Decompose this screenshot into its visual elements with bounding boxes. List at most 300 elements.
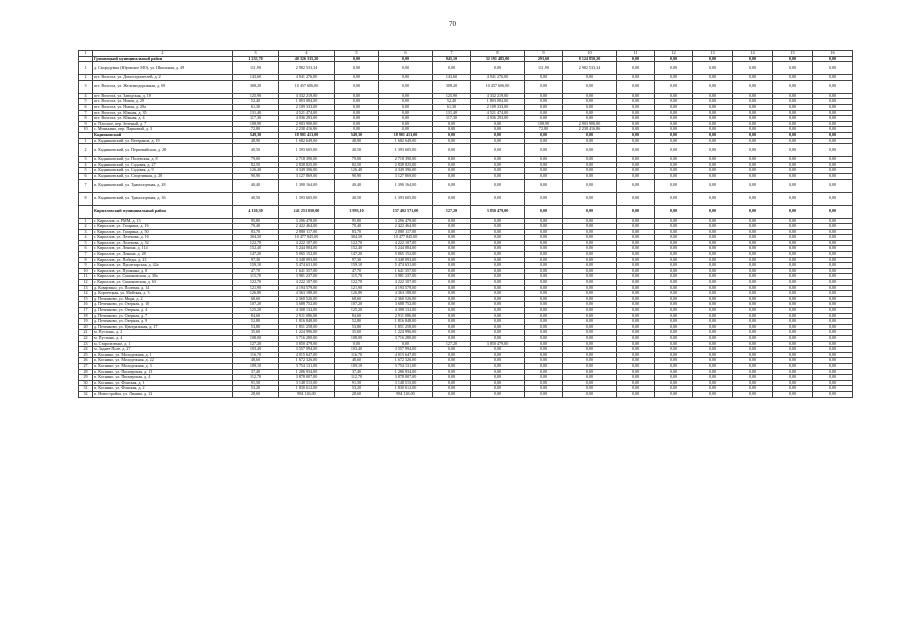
value-cell: 0,00 <box>433 280 471 286</box>
value-cell: 0,00 <box>563 319 617 325</box>
value-cell: 70,40 <box>335 224 379 230</box>
value-cell: 0,00 <box>433 369 471 375</box>
value-cell: 0,00 <box>693 341 733 347</box>
value-cell: 0,00 <box>525 80 563 93</box>
value-cell: 4 332 219,00 <box>471 93 525 99</box>
value-cell: 0,00 <box>433 268 471 274</box>
value-cell: 0,00 <box>655 375 693 381</box>
value-cell: 0,00 <box>813 324 853 330</box>
value-cell: 40,40 <box>233 179 279 192</box>
value-cell: 0,00 <box>655 192 693 205</box>
value-cell: 0,00 <box>655 235 693 241</box>
row-number: 3 <box>79 157 93 163</box>
value-cell: 53,20 <box>233 386 279 392</box>
value-cell: 0,00 <box>563 252 617 258</box>
value-cell: 0,00 <box>525 330 563 336</box>
value-cell: 159,10 <box>233 263 279 269</box>
value-cell: 40,50 <box>233 144 279 157</box>
address: г. Кириллов, ул. Симоновская, д. 63 <box>93 280 233 286</box>
value-cell: 0,00 <box>733 157 773 163</box>
value-cell: 0,00 <box>433 162 471 168</box>
value-cell: 0,00 <box>525 235 563 241</box>
table-row <box>79 192 853 205</box>
value-cell: 0,00 <box>693 375 733 381</box>
value-cell: 0,00 <box>563 302 617 308</box>
value-cell: 0,00 <box>733 162 773 168</box>
value-cell: 0,00 <box>773 205 813 218</box>
value-cell: 0,00 <box>733 324 773 330</box>
value-cell: 0,00 <box>471 330 525 336</box>
value-cell: 0,00 <box>563 224 617 230</box>
value-cell: 0,00 <box>335 80 379 93</box>
value-cell: 3 148 515,00 <box>379 380 433 386</box>
value-cell: 0,00 <box>525 268 563 274</box>
value-cell: 2 982 533,34 <box>279 62 335 75</box>
value-cell: 0,00 <box>525 116 563 122</box>
row-number: 2 <box>79 144 93 157</box>
value-cell: 0,00 <box>563 280 617 286</box>
value-cell: 0,00 <box>655 252 693 258</box>
value-cell: 0,00 <box>617 168 655 174</box>
value-cell: 0,00 <box>525 246 563 252</box>
value-cell: 0,00 <box>563 296 617 302</box>
value-cell: 0,00 <box>813 240 853 246</box>
value-cell: 0,00 <box>693 179 733 192</box>
value-cell: 0,00 <box>379 56 433 62</box>
value-cell: 0,00 <box>433 313 471 319</box>
housing-repair-table <box>78 50 853 398</box>
value-cell: 2 109 333,00 <box>471 104 525 110</box>
value-cell: 0,00 <box>433 391 471 397</box>
value-cell: 0,00 <box>655 352 693 358</box>
value-cell: 0,00 <box>655 116 693 122</box>
address: п. Коснино, ул. Молодежная, д. 22 <box>93 358 233 364</box>
value-cell: 0,00 <box>773 56 813 62</box>
value-cell: 2 838 825,00 <box>379 162 433 168</box>
value-cell: 0,00 <box>813 138 853 144</box>
value-cell: 4 308 132,00 <box>379 308 433 314</box>
value-cell: 0,00 <box>813 168 853 174</box>
value-cell: 0,00 <box>773 132 813 138</box>
value-cell: 107,20 <box>335 302 379 308</box>
value-cell: 0,00 <box>655 99 693 105</box>
address: пгт. Вохтога, ул. Южная, д. 35 <box>93 110 233 116</box>
value-cell: 117,30 <box>233 116 279 122</box>
value-cell: 0,00 <box>693 252 733 258</box>
value-cell: 0,00 <box>693 246 733 252</box>
value-cell: 0,00 <box>655 319 693 325</box>
value-cell: 0,00 <box>733 229 773 235</box>
value-cell: 0,00 <box>433 285 471 291</box>
value-cell: 0,00 <box>813 347 853 353</box>
value-cell: 3 148 515,00 <box>279 380 335 386</box>
value-cell: 0,00 <box>525 296 563 302</box>
value-cell: 0,00 <box>655 132 693 138</box>
value-cell: 0,00 <box>563 391 617 397</box>
value-cell: 0,00 <box>773 138 813 144</box>
value-cell: 0,00 <box>617 104 655 110</box>
value-cell: 0,00 <box>655 313 693 319</box>
value-cell: 0,00 <box>563 205 617 218</box>
column-number: 4 <box>279 51 335 57</box>
value-cell: 1 851 258,00 <box>279 324 335 330</box>
value-cell: 0,00 <box>693 257 733 263</box>
value-cell: 0,00 <box>433 319 471 325</box>
address: г. Кириллов, ул. Пушкина, д. 8 <box>93 268 233 274</box>
value-cell: 0,00 <box>617 138 655 144</box>
value-cell: 0,00 <box>733 144 773 157</box>
value-cell: 0,00 <box>813 386 853 392</box>
value-cell: 0,00 <box>471 144 525 157</box>
row-number: 14 <box>79 291 93 297</box>
row-number: 31 <box>79 386 93 392</box>
value-cell: 0,00 <box>773 252 813 258</box>
value-cell: 0,00 <box>813 252 853 258</box>
value-cell: 0,00 <box>655 257 693 263</box>
value-cell: 0,00 <box>525 173 563 179</box>
page-number: 70 <box>449 20 456 28</box>
value-cell: 0,00 <box>733 62 773 75</box>
value-cell: 0,00 <box>471 235 525 241</box>
value-cell: 40,40 <box>335 179 379 192</box>
address: г. Кириллов, ул. Победы, д. 23 <box>93 257 233 263</box>
value-cell: 107,20 <box>233 302 279 308</box>
value-cell: 0,00 <box>525 138 563 144</box>
value-cell: 4 941 276,00 <box>471 75 525 81</box>
value-cell: 0,00 <box>693 110 733 116</box>
value-cell: 0,00 <box>433 157 471 163</box>
value-cell: 0,00 <box>617 157 655 163</box>
value-cell: 0,00 <box>733 263 773 269</box>
value-cell: 0,00 <box>525 192 563 205</box>
value-cell: 0,00 <box>813 132 853 138</box>
address: пгт. Вохтога, ул. Новая, д. 29 <box>93 99 233 105</box>
value-cell: 0,00 <box>617 56 655 62</box>
value-cell: 0,00 <box>525 380 563 386</box>
value-cell: 0,00 <box>335 99 379 105</box>
value-cell: 0,00 <box>433 179 471 192</box>
value-cell: 48,90 <box>233 138 279 144</box>
value-cell: 0,00 <box>813 319 853 325</box>
value-cell: 0,00 <box>733 363 773 369</box>
value-cell: 0,00 <box>617 330 655 336</box>
value-cell: 0,00 <box>617 80 655 93</box>
row-number: 12 <box>79 280 93 286</box>
value-cell: 0,00 <box>617 240 655 246</box>
value-cell: 0,00 <box>563 138 617 144</box>
value-cell: 53,20 <box>335 386 379 392</box>
value-cell: 0,00 <box>617 127 655 133</box>
value-cell: 0,00 <box>813 157 853 163</box>
value-cell: 109,10 <box>233 363 279 369</box>
value-cell: 47,70 <box>335 268 379 274</box>
value-cell: 0,00 <box>813 99 853 105</box>
value-cell: 5 065 152,00 <box>279 252 335 258</box>
value-cell: 0,00 <box>379 75 433 81</box>
value-cell: 125,90 <box>233 93 279 99</box>
value-cell: 48,90 <box>335 138 379 144</box>
value-cell: 0,00 <box>563 110 617 116</box>
row-number: 22 <box>79 335 93 341</box>
value-cell: 115,70 <box>335 274 379 280</box>
value-cell: 1 286 934,00 <box>279 369 335 375</box>
value-cell: 121,90 <box>335 285 379 291</box>
value-cell: 0,00 <box>733 99 773 105</box>
value-cell: 0,00 <box>525 319 563 325</box>
value-cell: 0,00 <box>525 218 563 224</box>
row-number: 8 <box>79 192 93 205</box>
value-cell: 0,00 <box>617 229 655 235</box>
value-cell: 5 244 084,00 <box>379 246 433 252</box>
address: д. Печенково, ул. Озерная, д. 7 <box>93 313 233 319</box>
address: г. Кириллов, ул. Пролетарская, д. 42а <box>93 263 233 269</box>
value-cell: 4 308 132,00 <box>279 308 335 314</box>
value-cell: 0,00 <box>773 341 813 347</box>
value-cell: 0,00 <box>693 319 733 325</box>
value-cell: 0,00 <box>693 80 733 93</box>
value-cell: 0,00 <box>471 302 525 308</box>
value-cell: 152,40 <box>335 246 379 252</box>
value-cell: 117,30 <box>433 116 471 122</box>
value-cell: 0,00 <box>563 263 617 269</box>
value-cell: 0,00 <box>433 335 471 341</box>
value-cell: 0,00 <box>433 375 471 381</box>
value-cell: 0,00 <box>655 168 693 174</box>
value-cell: 2 903 900,00 <box>279 121 335 127</box>
value-cell: 0,00 <box>617 296 655 302</box>
value-cell: 1 393 605,00 <box>279 192 335 205</box>
address: п. Коснино, ул. Пионерская, д. 13 <box>93 369 233 375</box>
value-cell: 125,20 <box>233 308 279 314</box>
value-cell: 2 238 416,86 <box>563 127 617 133</box>
row-number: 8 <box>79 116 93 122</box>
value-cell: 0,00 <box>433 144 471 157</box>
value-cell: 82,50 <box>233 162 279 168</box>
value-cell: 0,00 <box>655 93 693 99</box>
value-cell: 0,00 <box>813 341 853 347</box>
value-cell: 4 036 293,00 <box>471 116 525 122</box>
value-cell: 0,00 <box>693 324 733 330</box>
value-cell: 0,00 <box>773 308 813 314</box>
value-cell: 0,00 <box>813 179 853 192</box>
row-number: 26 <box>79 358 93 364</box>
value-cell: 0,00 <box>563 168 617 174</box>
value-cell: 0,00 <box>563 285 617 291</box>
value-cell: 0,00 <box>693 296 733 302</box>
value-cell: 0,00 <box>813 205 853 218</box>
value-cell: 0,00 <box>525 168 563 174</box>
row-number: 1 <box>79 138 93 144</box>
value-cell: 131,40 <box>233 110 279 116</box>
value-cell: 0,00 <box>773 192 813 205</box>
row-number: 10 <box>79 127 93 133</box>
value-cell: 0,00 <box>733 380 773 386</box>
address: г. Кириллов, ул. Ленина, д. 28 <box>93 252 233 258</box>
value-cell: 0,00 <box>335 341 379 347</box>
value-cell: 1 851 258,00 <box>379 324 433 330</box>
address: п. Коснино, ул. Молодежная, д. 3 <box>93 363 233 369</box>
value-cell: 3 981 237,00 <box>379 274 433 280</box>
value-cell: 0,00 <box>617 369 655 375</box>
row-number: 6 <box>79 173 93 179</box>
value-cell: 0,00 <box>525 391 563 397</box>
value-cell: 0,00 <box>617 391 655 397</box>
value-cell: 0,00 <box>813 121 853 127</box>
value-cell: 0,00 <box>773 386 813 392</box>
address: п. Кадниковский, ул. Транспортная, д. 36 <box>93 192 233 205</box>
value-cell: 0,00 <box>655 229 693 235</box>
value-cell: 0,00 <box>693 280 733 286</box>
value-cell: 48,60 <box>335 358 379 364</box>
value-cell: 0,00 <box>525 291 563 297</box>
value-cell: 3 296 478,00 <box>379 218 433 224</box>
value-cell: 0,00 <box>655 263 693 269</box>
value-cell: 1 641 357,00 <box>379 268 433 274</box>
value-cell: 0,00 <box>563 308 617 314</box>
value-cell: 53,80 <box>335 324 379 330</box>
value-cell: 0,00 <box>693 313 733 319</box>
value-cell: 0,00 <box>433 330 471 336</box>
value-cell: 53,80 <box>233 324 279 330</box>
value-cell: 0,00 <box>655 162 693 168</box>
value-cell: 0,00 <box>733 280 773 286</box>
value-cell: 112,70 <box>233 375 279 381</box>
column-number: 5 <box>335 51 379 57</box>
value-cell: 0,00 <box>773 274 813 280</box>
value-cell: 0,00 <box>471 246 525 252</box>
value-cell: 0,00 <box>655 110 693 116</box>
value-cell: 0,00 <box>563 116 617 122</box>
value-cell: 0,00 <box>655 308 693 314</box>
value-cell: 4 036 293,00 <box>279 116 335 122</box>
address: д. Печенково, ул. Центральная, д. 17 <box>93 324 233 330</box>
row-number: 27 <box>79 363 93 369</box>
value-cell: 0,00 <box>617 268 655 274</box>
value-cell: 0,00 <box>693 369 733 375</box>
value-cell: 0,00 <box>471 252 525 258</box>
value-cell: 1 803 084,00 <box>279 99 335 105</box>
value-cell: 0,00 <box>813 268 853 274</box>
value-cell: 1 816 848,00 <box>279 319 335 325</box>
value-cell: 0,00 <box>773 347 813 353</box>
value-cell: 0,00 <box>773 391 813 397</box>
value-cell: 1 830 612,00 <box>379 386 433 392</box>
value-cell: 0,00 <box>379 80 433 93</box>
address: д. Печенково, ул. Озерная, д. 4 <box>93 308 233 314</box>
value-cell: 4 015 647,00 <box>379 352 433 358</box>
value-cell: 0,00 <box>813 75 853 81</box>
value-cell: 0,00 <box>773 352 813 358</box>
value-cell: 90,90 <box>233 173 279 179</box>
value-cell: 2 911 086,00 <box>279 313 335 319</box>
value-cell: 0,00 <box>471 352 525 358</box>
value-cell: 0,00 <box>693 192 733 205</box>
row-number: 23 <box>79 341 93 347</box>
value-cell: 0,00 <box>693 168 733 174</box>
value-cell: 0,00 <box>471 179 525 192</box>
value-cell: 0,00 <box>525 274 563 280</box>
value-cell: 40 326 335,20 <box>279 56 335 62</box>
address: п. Коснино, ул. Фонская, д. 1 <box>93 380 233 386</box>
value-cell: 0,00 <box>693 263 733 269</box>
value-cell: 0,00 <box>773 104 813 110</box>
value-cell: 0,00 <box>773 296 813 302</box>
value-cell: 0,00 <box>335 110 379 116</box>
value-cell: 3 754 131,00 <box>379 363 433 369</box>
value-cell: 0,00 <box>379 127 433 133</box>
value-cell: 3 850 479,00 <box>471 341 525 347</box>
value-cell: 0,00 <box>433 132 471 138</box>
value-cell: 0,00 <box>655 205 693 218</box>
value-cell: 0,00 <box>433 274 471 280</box>
row-number: 16 <box>79 302 93 308</box>
value-cell: 0,00 <box>733 302 773 308</box>
value-cell: 2 903 900,00 <box>563 121 617 127</box>
value-cell: 0,00 <box>813 104 853 110</box>
value-cell: 3 296 478,00 <box>279 218 335 224</box>
value-cell: 549,30 <box>335 132 379 138</box>
value-cell: 4 222 107,00 <box>279 240 335 246</box>
value-cell: 0,00 <box>433 229 471 235</box>
value-cell: 0,00 <box>773 173 813 179</box>
value-cell: 0,00 <box>773 157 813 163</box>
value-cell: 0,00 <box>525 110 563 116</box>
value-cell: 10 477 845,00 <box>279 235 335 241</box>
value-cell: 0,00 <box>813 263 853 269</box>
value-cell: 79,00 <box>335 157 379 163</box>
value-cell: 0,00 <box>471 308 525 314</box>
value-cell: 0,00 <box>617 375 655 381</box>
value-cell: 0,00 <box>433 138 471 144</box>
row-number: 3 <box>79 229 93 235</box>
value-cell: 0,00 <box>617 144 655 157</box>
value-cell: 108,00 <box>233 335 279 341</box>
value-cell: 0,00 <box>773 246 813 252</box>
value-cell: 0,00 <box>563 375 617 381</box>
value-cell: 0,00 <box>813 363 853 369</box>
value-cell: 0,00 <box>733 246 773 252</box>
value-cell: 122,70 <box>335 240 379 246</box>
value-cell: 1 672 326,00 <box>279 358 335 364</box>
row-number: 6 <box>79 104 93 110</box>
row-number: 5 <box>79 240 93 246</box>
value-cell: 0,00 <box>813 257 853 263</box>
value-cell: 0,00 <box>563 173 617 179</box>
value-cell: 0,00 <box>655 330 693 336</box>
value-cell: 0,00 <box>471 391 525 397</box>
value-cell: 0,00 <box>563 257 617 263</box>
value-cell: 0,00 <box>773 330 813 336</box>
value-cell: 0,00 <box>525 205 563 218</box>
value-cell: 127,20 <box>433 205 471 218</box>
row-number: 19 <box>79 319 93 325</box>
value-cell: 0,00 <box>655 127 693 133</box>
value-cell: 0,00 <box>655 240 693 246</box>
value-cell: 0,00 <box>693 205 733 218</box>
value-cell: 0,00 <box>471 319 525 325</box>
value-cell: 0,00 <box>617 224 655 230</box>
value-cell: 1 393 605,00 <box>279 144 335 157</box>
value-cell: 0,00 <box>617 308 655 314</box>
column-number: 16 <box>813 51 853 57</box>
value-cell: 4 222 107,00 <box>379 240 433 246</box>
value-cell: 0,00 <box>525 93 563 99</box>
value-cell: 0,00 <box>617 285 655 291</box>
value-cell: 0,00 <box>433 302 471 308</box>
value-cell: 0,00 <box>655 341 693 347</box>
value-cell: 108,00 <box>335 335 379 341</box>
value-cell: 0,00 <box>617 363 655 369</box>
